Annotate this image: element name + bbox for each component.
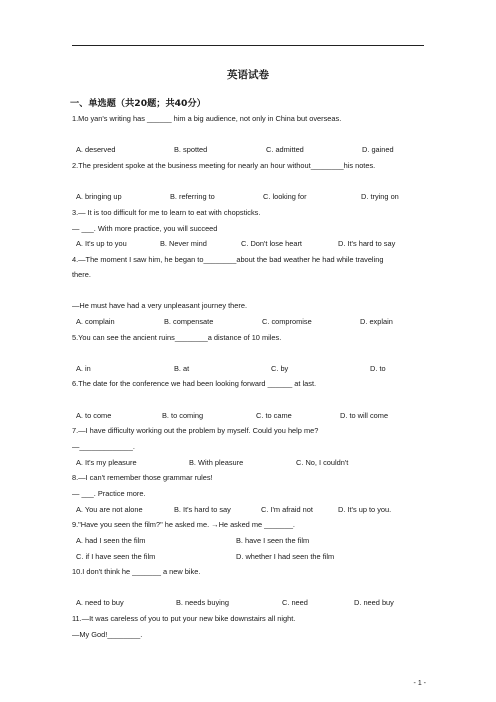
option-c: C. need bbox=[282, 598, 308, 607]
question-2-stem: 2.The president spoke at the business meeting for nearly an hour without________his notes. bbox=[72, 161, 376, 170]
option-a: A. to come bbox=[76, 411, 112, 420]
option-a: A. complain bbox=[76, 317, 115, 326]
question-11-stem: 11.—It was careless of you to put your new bike downstairs all night. bbox=[72, 614, 296, 623]
option-d: D. It's hard to say bbox=[338, 239, 396, 248]
option-a: A. You are not alone bbox=[76, 505, 143, 514]
question-1-stem: 1.Mo yan's writing has ______ him a big audience, not only in China but overseas. bbox=[72, 114, 342, 123]
option-a: A. deserved bbox=[76, 145, 116, 154]
option-c: C. if I have seen the film bbox=[76, 552, 156, 561]
option-b: B. referring to bbox=[170, 192, 215, 201]
option-d: D. need buy bbox=[354, 598, 394, 607]
question-4-stem: 4.—The moment I saw him, he began to________about the bad weather he had while traveling bbox=[72, 255, 384, 264]
option-b: B. spotted bbox=[174, 145, 208, 154]
option-b: B. needs buying bbox=[176, 598, 230, 607]
question-8-reply: — ___. Practice more. bbox=[72, 489, 146, 498]
option-d: D. gained bbox=[362, 145, 394, 154]
question-4-reply: —He must have had a very unpleasant journey there. bbox=[72, 301, 248, 310]
option-b: B. With pleasure bbox=[189, 458, 244, 467]
option-d: D. explain bbox=[360, 317, 393, 326]
option-d: D. to bbox=[370, 364, 386, 373]
option-b: B. It's hard to say bbox=[174, 505, 231, 514]
option-d: D. whether I had seen the film bbox=[236, 552, 335, 561]
question-7-reply: —_____________. bbox=[72, 442, 135, 451]
page-title: 英语试卷 bbox=[227, 69, 269, 81]
option-a: A. It's my pleasure bbox=[76, 458, 137, 467]
option-a: A. in bbox=[76, 364, 91, 373]
question-9-stem: 9."Have you seen the film?" he asked me. →He asked me _______. bbox=[72, 520, 295, 529]
option-b: B. compensate bbox=[164, 317, 214, 326]
option-c: C. No, I couldn't bbox=[296, 458, 349, 467]
question-8-stem: 8.—I can't remember those grammar rules! bbox=[72, 473, 213, 482]
question-7-stem: 7.—I have difficulty working out the problem by myself. Could you help me? bbox=[72, 426, 319, 435]
option-b: B. Never mind bbox=[160, 239, 207, 248]
question-11-reply: —My God!________. bbox=[72, 630, 143, 639]
page-number: - 1 - bbox=[413, 680, 426, 687]
option-c: C. compromise bbox=[262, 317, 312, 326]
question-5-stem: 5.You can see the ancient ruins________a distance of 10 miles. bbox=[72, 333, 282, 342]
option-b: B. have I seen the film bbox=[236, 536, 310, 545]
option-c: C. Don't lose heart bbox=[241, 239, 302, 248]
question-4-stem-cont: there. bbox=[72, 270, 91, 279]
option-a: A. need to buy bbox=[76, 598, 124, 607]
option-d: D. trying on bbox=[361, 192, 399, 201]
option-c: C. by bbox=[271, 364, 289, 373]
option-c: C. admitted bbox=[266, 145, 304, 154]
option-c: C. looking for bbox=[263, 192, 307, 201]
question-3-stem: 3.— It is too difficult for me to learn to eat with chopsticks. bbox=[72, 208, 261, 217]
option-b: B. to coming bbox=[162, 411, 204, 420]
option-c: C. I'm afraid not bbox=[261, 505, 313, 514]
header-rule bbox=[72, 45, 424, 46]
question-6-stem: 6.The date for the conference we had been looking forward ______ at last. bbox=[72, 379, 317, 388]
section-heading: 一、单选题（共20题；共40分） bbox=[70, 98, 206, 109]
option-c: C. to came bbox=[256, 411, 292, 420]
option-a: A. had I seen the film bbox=[76, 536, 146, 545]
option-d: D. It's up to you. bbox=[338, 505, 392, 514]
question-3-reply: — ___. With more practice, you will succeed bbox=[72, 224, 218, 233]
option-b: B. at bbox=[174, 364, 190, 373]
option-d: D. to will come bbox=[340, 411, 389, 420]
option-a: A. It's up to you bbox=[76, 239, 127, 248]
question-10-stem: 10.I don't think he _______ a new bike. bbox=[72, 567, 201, 576]
option-a: A. bringing up bbox=[76, 192, 122, 201]
